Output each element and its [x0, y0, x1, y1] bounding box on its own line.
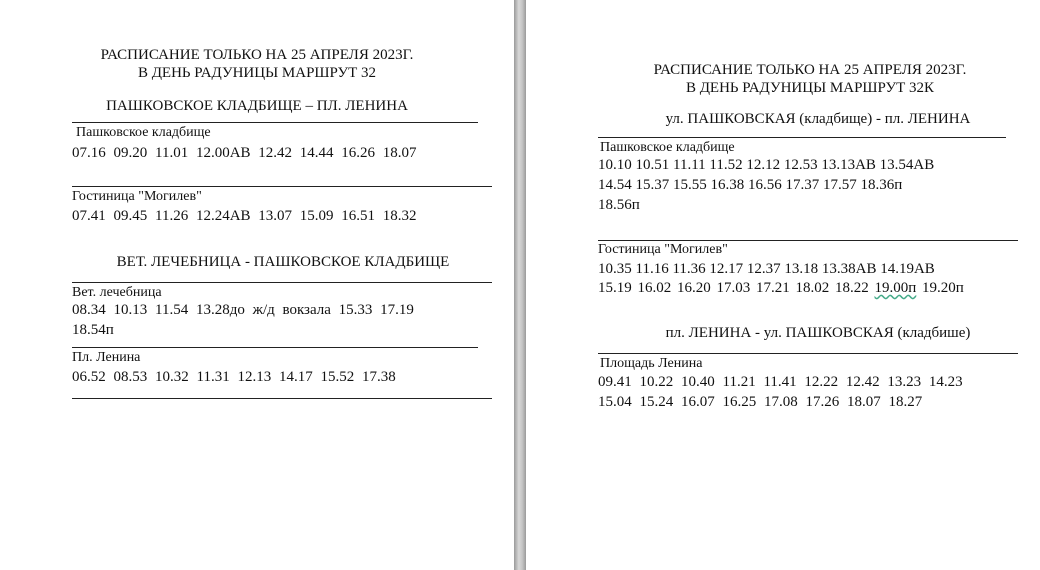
times-text: 19.20п [916, 280, 964, 296]
left-route1-times2: 07.41 09.45 11.26 12.24АВ 13.07 15.09 16.51 18.32 [72, 208, 417, 224]
divider [72, 398, 492, 399]
divider [72, 347, 478, 348]
divider [598, 353, 1018, 354]
right-title-line1: РАСПИСАНИЕ ТОЛЬКО НА 25 АПРЕЛЯ 2023Г. [653, 62, 967, 78]
left-route2-times2: 06.52 08.53 10.32 11.31 12.13 14.17 15.52 17.38 [72, 369, 396, 385]
right-route2-heading: пл. ЛЕНИНА - ул. ПАШКОВСКАЯ (кладбише) [665, 325, 971, 341]
left-route2-times1b: 18.54п [72, 322, 114, 338]
right-route1-times1b: 14.54 15.37 15.55 16.38 16.56 17.37 17.57 18.36п [598, 177, 903, 193]
divider [72, 282, 492, 283]
left-title-line2: В ДЕНЬ РАДУНИЦЫ МАРШРУТ 32 [137, 65, 377, 81]
right-route1-times1a: 10.10 10.51 11.11 11.52 12.12 12.53 13.13АВ 13.54АВ [598, 157, 935, 173]
divider [598, 240, 1018, 241]
right-title-line2: В ДЕНЬ РАДУНИЦЫ МАРШРУТ 32К [685, 80, 935, 96]
right-route2-times1a: 09.41 10.22 10.40 11.21 11.41 12.22 12.42 13.23 14.23 [598, 374, 963, 390]
left-route1-stop2: Гостиница "Могилев" [72, 189, 202, 204]
left-route1-stop1: Пашковское кладбище [76, 125, 211, 140]
left-title-line1: РАСПИСАНИЕ ТОЛЬКО НА 25 АПРЕЛЯ 2023Г. [100, 47, 414, 63]
divider [72, 186, 492, 187]
left-route2-stop1: Вет. лечебница [72, 285, 162, 300]
divider [598, 137, 1006, 138]
left-page [0, 0, 514, 570]
divider [72, 122, 478, 123]
right-route2-stop1: Площадь Ленина [600, 356, 703, 371]
left-route2-heading: ВЕТ. ЛЕЧЕБНИЦА - ПАШКОВСКОЕ КЛАДБИЩЕ [116, 254, 450, 270]
right-route1-heading: ул. ПАШКОВСКАЯ (кладбище) - пл. ЛЕНИНА [665, 111, 971, 127]
right-route1-times2a: 10.35 11.16 11.36 12.17 12.37 13.18 13.38АВ 14.19АВ [598, 261, 935, 277]
right-route1-stop1: Пашковское кладбище [600, 140, 735, 155]
left-route1-heading: ПАШКОВСКОЕ КЛАДБИЩЕ – ПЛ. ЛЕНИНА [106, 98, 408, 114]
right-page [526, 0, 1040, 570]
left-title [0, 46, 514, 82]
left-route2-times1a: 08.34 10.13 11.54 13.28до ж/д вокзала 15.33 17.19 [72, 302, 414, 318]
right-route1-stop2: Гостиница "Могилев" [598, 242, 728, 257]
right-route2-times1b: 15.04 15.24 16.07 16.25 17.08 17.26 18.07 18.27 [598, 394, 923, 410]
right-title [526, 61, 1040, 97]
spellcheck-marked-time: 19.00п [874, 280, 917, 296]
page-gutter [514, 0, 526, 570]
left-route1-times1: 07.16 09.20 11.01 12.00АВ 12.42 14.44 16.26 18.07 [72, 145, 417, 161]
right-route1-times1c: 18.56п [598, 197, 640, 213]
times-text: 15.19 16.02 16.20 17.03 17.21 18.02 18.22 [598, 280, 875, 296]
right-route1-times2b [598, 280, 964, 297]
left-route2-stop2: Пл. Ленина [72, 350, 141, 365]
